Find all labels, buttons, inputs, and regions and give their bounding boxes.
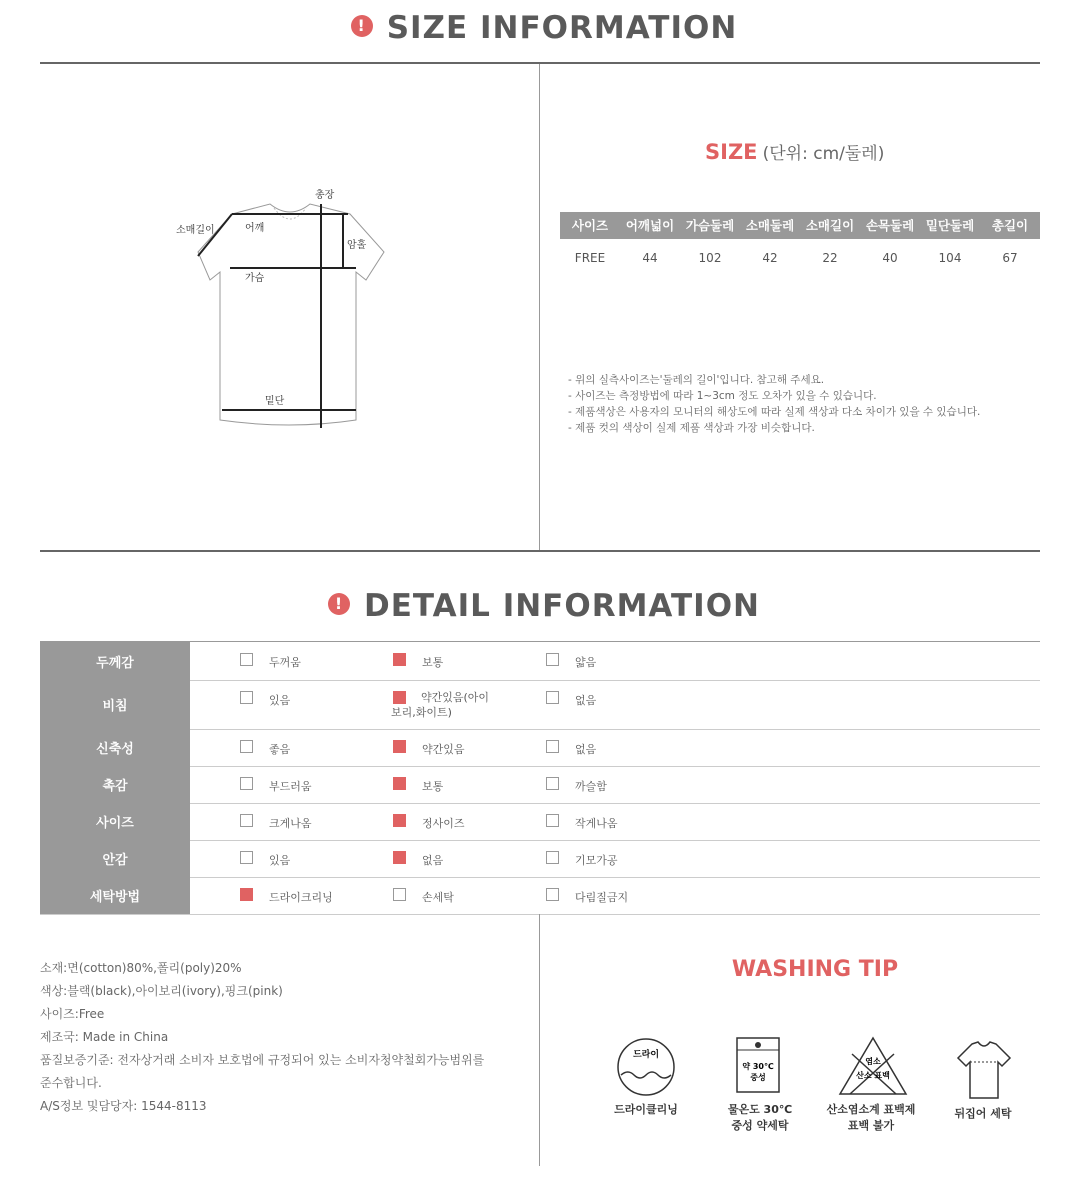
label-shoulder: 어깨 [245, 223, 265, 234]
detail-option-label: 좋음 [269, 743, 291, 756]
detail-row [40, 729, 1040, 767]
wash-label-30: 물온도 30℃ 중성 약세탁 [727, 1103, 793, 1132]
detail-option-label: 없음 [422, 854, 444, 867]
detail-row [40, 877, 1040, 915]
checkbox [240, 653, 253, 666]
label-armhole: 암홀 [347, 240, 367, 251]
checkbox [546, 888, 559, 901]
detail-option-label: 보통 [422, 780, 444, 793]
size-header-cell: 사이즈 [571, 218, 609, 233]
size-cell: 104 [938, 251, 962, 265]
size-note: - 제품 컷의 색상이 실제 제품 색상과 가장 비슷합니다. [568, 422, 815, 434]
checked-box [393, 653, 406, 666]
detail-option-label: 약간있음 [422, 743, 465, 756]
detail-option-label: 보통 [422, 656, 444, 669]
divider [40, 550, 1040, 552]
no-bleach-icon [838, 1036, 908, 1098]
detail-section-title: ! DETAIL INFORMATION [0, 588, 1088, 624]
detail-option-label: 기모가공 [575, 854, 618, 867]
label-hem: 밑단 [265, 396, 285, 407]
detail-option-label: 얇음 [575, 656, 597, 669]
detail-option-label: 정사이즈 [422, 817, 465, 830]
size-note: - 위의 실측사이즈는'둘레의 길이'입니다. 참고해 주세요. [568, 374, 825, 386]
svg-text:중성: 중성 [750, 1073, 766, 1082]
checkbox [240, 814, 253, 827]
divider [539, 914, 540, 1166]
size-cell: 40 [882, 251, 898, 265]
detail-row-label: 비침 [40, 680, 190, 729]
inside-out-icon [954, 1040, 1014, 1100]
size-header-cell: 소매길이 [805, 218, 855, 233]
size-header-cell: 밑단둘레 [925, 218, 975, 233]
detail-row [40, 766, 1040, 804]
detail-option-label: 크게나옴 [269, 817, 312, 830]
info-warranty: 품질보증기준: 전자상거래 소비자 보호법에 규정되어 있는 소비자청약철회가능범위를 [40, 1053, 485, 1067]
svg-text:산소 표백: 산소 표백 [856, 1071, 890, 1080]
wash-label-no-bleach: 산소염소계 표백제 표백 불가 [826, 1103, 916, 1132]
detail-row-label: 사이즈 [40, 803, 190, 840]
info-color: 색상:블랙(black),아이보리(ivory),핑크(pink) [40, 984, 283, 998]
label-total-length: 총장 [315, 190, 335, 201]
tshirt-diagram [170, 180, 400, 440]
detail-row [40, 803, 1040, 841]
size-header-cell: 소매둘레 [745, 218, 795, 233]
detail-option-label: 두꺼움 [269, 656, 301, 669]
size-cell: 42 [762, 251, 778, 265]
detail-row-label: 세탁방법 [40, 877, 190, 914]
detail-row-label: 신축성 [40, 729, 190, 766]
size-table-header [560, 212, 1040, 239]
checkbox [240, 691, 253, 704]
wash-30-icon [734, 1036, 782, 1096]
info-origin: 제조국: Made in China [40, 1030, 169, 1044]
detail-option-label: 부드러움 [269, 780, 312, 793]
dry-clean-inner-text: 드라이 [632, 1050, 660, 1060]
wash-label-dry-clean: 드라이클리닝 [614, 1103, 678, 1116]
detail-option-label: 없음 [575, 694, 597, 707]
size-header-cell: 가슴둘레 [685, 218, 735, 233]
size-header-cell: 손목둘레 [865, 218, 915, 233]
info-as: A/S정보 및담당자: 1544-8113 [40, 1099, 207, 1113]
size-table-row [560, 246, 1040, 270]
checkbox [240, 740, 253, 753]
size-cell: 102 [698, 251, 722, 265]
detail-option-label: 손세탁 [422, 891, 454, 904]
checkbox [546, 691, 559, 704]
checked-box [393, 851, 406, 864]
checked-box [393, 777, 406, 790]
size-note: - 제품색상은 사용자의 모니터의 해상도에 따라 실제 색상과 다소 차이가 있을 수 있습니다. [568, 406, 981, 418]
detail-row [40, 680, 1040, 730]
exclamation-icon: ! [351, 15, 373, 37]
size-cell: 22 [822, 251, 838, 265]
size-heading: SIZE (단위: cm/둘레) [705, 140, 885, 164]
size-note: - 사이즈는 측정방법에 따라 1~3cm 정도 오차가 있을 수 있습니다. [568, 390, 877, 402]
size-header-cell: 총길이 [991, 218, 1029, 233]
checked-box [393, 740, 406, 753]
size-header-cell: 어깨넓이 [625, 218, 675, 233]
svg-text:약 30℃: 약 30℃ [742, 1062, 774, 1071]
detail-option-label: 약간있음(아이 보리,화이트) [391, 691, 490, 719]
checkbox [546, 653, 559, 666]
checked-box [240, 888, 253, 901]
checkbox [546, 777, 559, 790]
detail-option-label: 드라이크리닝 [269, 891, 333, 904]
wash-label-inside-out: 뒤집어 세탁 [954, 1107, 1012, 1120]
size-cell: 44 [642, 251, 658, 265]
svg-text:염소: 염소 [865, 1057, 881, 1066]
detail-row-label: 안감 [40, 840, 190, 877]
size-section-title: ! SIZE INFORMATION [0, 10, 1088, 46]
detail-option-label: 작게나옴 [575, 817, 618, 830]
detail-option-label: 없음 [575, 743, 597, 756]
detail-option-label: 있음 [269, 694, 291, 707]
label-sleeve-length: 소매길이 [176, 225, 215, 236]
size-cell: 67 [1002, 251, 1018, 265]
detail-option-label: 다림질금지 [575, 891, 629, 904]
washing-tip-title: WASHING TIP [731, 957, 899, 982]
detail-row [40, 840, 1040, 878]
exclamation-icon: ! [328, 593, 350, 615]
checked-box [393, 814, 406, 827]
checkbox [546, 851, 559, 864]
detail-option-label: 있음 [269, 854, 291, 867]
checkbox [546, 740, 559, 753]
checkbox [240, 851, 253, 864]
detail-row-label: 두께감 [40, 642, 190, 680]
size-cell: FREE [574, 251, 606, 265]
info-size: 사이즈:Free [40, 1007, 105, 1021]
label-chest: 가슴 [245, 273, 265, 284]
detail-option-label: 까슬함 [575, 780, 607, 793]
divider [539, 64, 540, 550]
divider [40, 62, 1040, 64]
info-material: 소재:면(cotton)80%,폴리(poly)20% [40, 961, 242, 975]
dry-clean-icon [615, 1037, 677, 1097]
checkbox [393, 888, 406, 901]
info-warranty-cont: 준수합니다. [40, 1076, 102, 1090]
detail-row-label: 촉감 [40, 766, 190, 803]
checkbox [240, 777, 253, 790]
detail-row [40, 642, 1040, 681]
checkbox [546, 814, 559, 827]
